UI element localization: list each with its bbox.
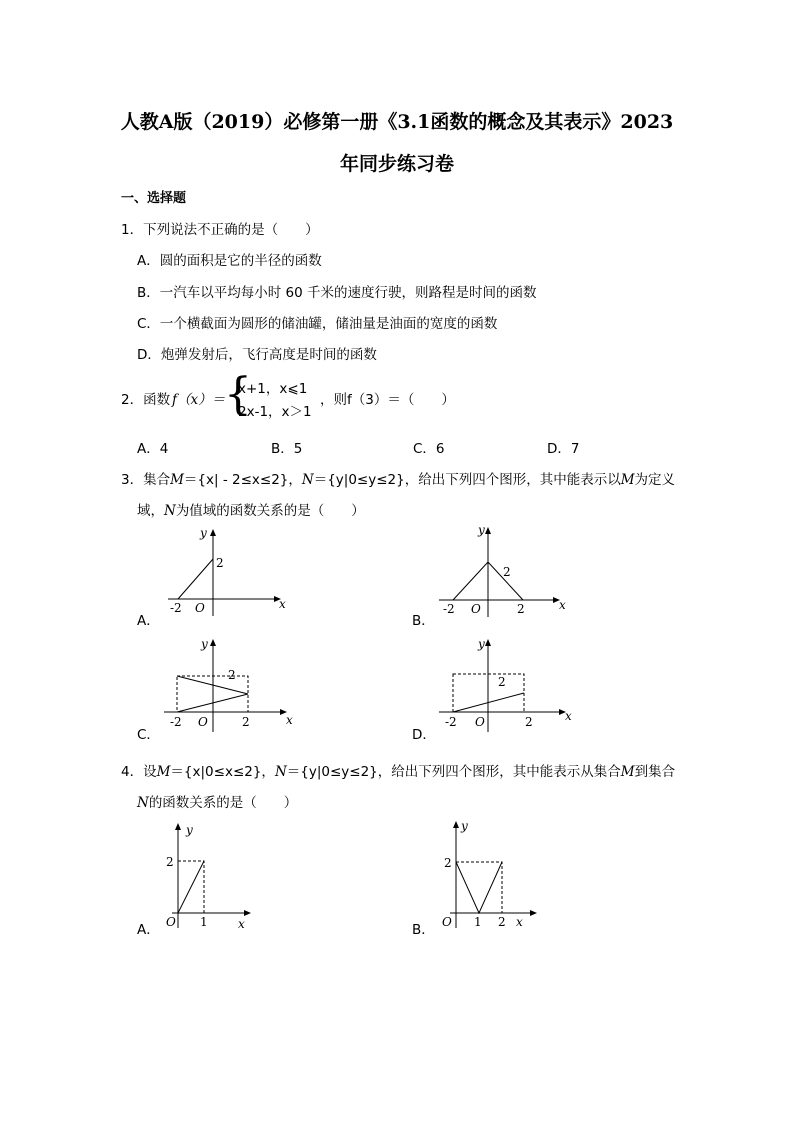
q3-label-c: C． xyxy=(137,727,160,743)
label-origin: O xyxy=(195,601,205,615)
label-origin: O xyxy=(475,715,485,729)
label-y: y xyxy=(186,823,193,837)
q4-label-b: B． xyxy=(412,922,435,938)
q1-option-d: D．炮弹发射后，飞行高度是时间的函数 xyxy=(137,347,377,363)
label-y: y xyxy=(201,637,208,651)
label-2: 2 xyxy=(498,915,506,929)
label-x: x xyxy=(238,917,245,931)
label-x: x xyxy=(286,713,293,727)
q3-graph-b xyxy=(435,522,575,620)
label-y: y xyxy=(461,819,468,833)
label-1: 1 xyxy=(200,915,208,929)
q1-stem: 1．下列说法不正确的是（ ） xyxy=(121,222,319,238)
label-neg2: -2 xyxy=(170,715,182,729)
q3-label-d: D． xyxy=(412,727,436,743)
label-x: x xyxy=(516,915,523,929)
q3-label-b: B． xyxy=(412,613,435,629)
label-2: 2 xyxy=(503,565,511,579)
q3-graph-a xyxy=(160,524,290,620)
label-origin: O xyxy=(198,715,208,729)
title-line-1: 人教A版（2019）必修第一册《3.1函数的概念及其表示》2023 xyxy=(120,111,674,133)
label-2: 2 xyxy=(444,856,452,870)
q3-graph-c xyxy=(160,636,300,736)
q2-prefix: 2．函数 xyxy=(121,392,171,408)
label-y: y xyxy=(478,523,485,537)
q3-graph-d xyxy=(435,636,580,736)
title-line-2: 年同步练习卷 xyxy=(339,153,454,175)
label-2: 2 xyxy=(166,855,174,869)
label-origin: O xyxy=(442,915,452,929)
label-2: 2 xyxy=(228,668,236,682)
label-origin: O xyxy=(166,915,176,929)
label-neg2: -2 xyxy=(443,602,455,616)
q2-fx: f（x）＝ xyxy=(172,392,226,408)
q2-option-c: C．6 xyxy=(413,441,445,457)
label-x: x xyxy=(559,598,566,612)
label-1: 1 xyxy=(474,915,482,929)
q1-option-c: C．一个横截面为圆形的储油罐，储油量是油面的宽度的函数 xyxy=(137,316,498,332)
q2-option-d: D．7 xyxy=(547,441,580,457)
label-2: 2 xyxy=(498,675,506,689)
q4-line-1: 4．设M＝{x|0≤x≤2}，N＝{y|0≤y≤2}，给出下列四个图形，其中能表示从集合M到集合 xyxy=(121,764,676,780)
label-y: y xyxy=(200,526,207,540)
section-heading: 一、选择题 xyxy=(121,191,187,206)
label-2: 2 xyxy=(242,715,250,729)
q4-graph-b xyxy=(436,816,546,932)
q4-label-a: A． xyxy=(137,922,160,938)
q3-line-2: 域，N为值域的函数关系的是（ ） xyxy=(137,503,365,519)
q4-graph-a xyxy=(160,818,260,932)
q1-option-a: A．圆的面积是它的半径的函数 xyxy=(137,253,322,269)
label-neg2: -2 xyxy=(445,715,457,729)
q3-label-a: A． xyxy=(137,613,160,629)
q3-line-1: 3．集合M＝{x| - 2≤x≤2}，N＝{y|0≤y≤2}，给出下列四个图形，其中能表示以M为定义 xyxy=(121,472,676,488)
q2-piece-1: x+1，x⩽1 xyxy=(238,381,308,397)
label-2: 2 xyxy=(517,602,525,616)
label-x: x xyxy=(565,709,572,723)
q2-piece-2: 2x-1，x＞1 xyxy=(238,404,312,420)
q2-option-b: B．5 xyxy=(271,441,303,457)
label-origin: O xyxy=(471,602,481,616)
label-2: 2 xyxy=(216,556,224,570)
q2-suffix: ，则f（3）＝（ ） xyxy=(320,392,455,408)
label-y: y xyxy=(478,637,485,651)
q1-option-b: B．一汽车以平均每小时 60 千米的速度行驶，则路程是时间的函数 xyxy=(137,285,537,301)
label-neg2: -2 xyxy=(170,601,182,615)
label-x: x xyxy=(279,597,286,611)
q2-option-a: A．4 xyxy=(137,441,169,457)
label-2: 2 xyxy=(525,715,533,729)
q4-line-2: N的函数关系的是（ ） xyxy=(137,795,298,811)
q2-brace: { xyxy=(224,369,252,420)
